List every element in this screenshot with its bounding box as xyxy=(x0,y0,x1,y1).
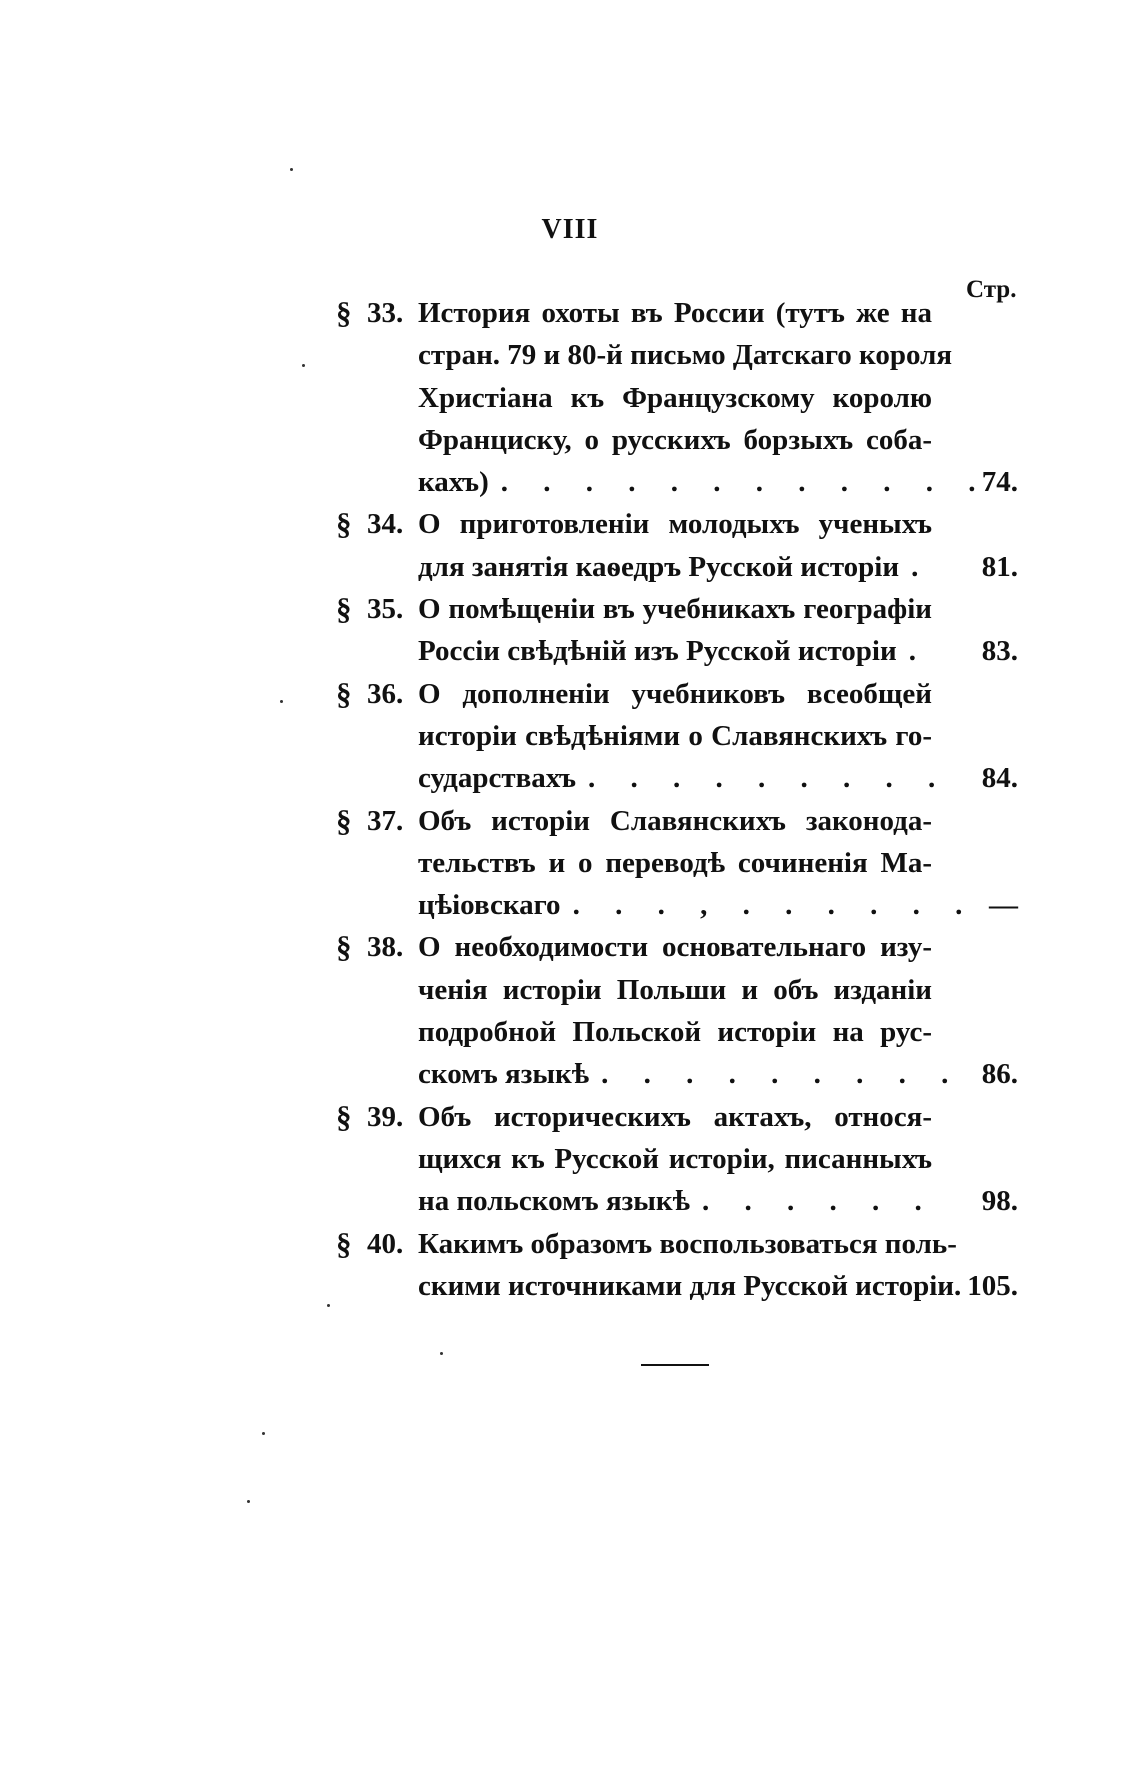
entry-title-line: стран. 79 и 80-й письмо Датскаго короля xyxy=(418,339,953,372)
entry-title-line: цѣіовскаго xyxy=(418,889,561,922)
entry-title-line: на польскомъ языкѣ xyxy=(418,1185,691,1218)
entry-title-line: подробной Польской исторіи на рус- xyxy=(418,1016,932,1049)
scan-speck xyxy=(247,1500,250,1503)
scan-speck xyxy=(327,1304,330,1307)
dot-leaders: . . . . . . . . . xyxy=(588,762,950,795)
scan-speck xyxy=(440,1352,443,1355)
scan-speck xyxy=(280,700,283,703)
section-sign: § xyxy=(336,802,352,838)
entry-page: 105. xyxy=(967,1269,1018,1302)
section-sign: § xyxy=(336,591,352,627)
section-number: 35. xyxy=(367,593,404,626)
section-number: 37. xyxy=(367,804,404,837)
section-number: 33. xyxy=(367,297,404,329)
entry-title-line: Россіи свѣдѣній изъ Русской исторіи xyxy=(418,635,897,668)
entry-title-line: тельствъ и о переводѣ сочиненія Ма- xyxy=(418,846,932,879)
entry-title-line: скими источниками для Русской исторіи. xyxy=(418,1269,962,1302)
entry-page: — xyxy=(989,889,1018,922)
scan-speck xyxy=(262,1432,265,1435)
entry-title-line: для занятія каѳедръ Русской исторіи xyxy=(418,550,900,583)
section-number: 38. xyxy=(367,931,404,964)
entry-page: 81. xyxy=(981,550,1018,583)
entry-page: 83. xyxy=(981,635,1018,668)
entry-page: 84. xyxy=(981,762,1018,795)
toc-entry xyxy=(336,1223,1018,1308)
toc-entry xyxy=(336,503,1018,588)
section-sign: § xyxy=(336,1225,352,1261)
section-sign: § xyxy=(336,1098,352,1134)
dot-leaders: . xyxy=(911,550,933,583)
entry-title-line: Какимъ образомъ воспользоваться поль- xyxy=(418,1227,957,1260)
section-sign: § xyxy=(336,675,352,711)
toc-entry xyxy=(336,800,1018,927)
dot-leaders: . . . , . . . . . . xyxy=(572,889,977,922)
page-number: VIII xyxy=(541,214,599,245)
toc-entry xyxy=(336,926,1018,1095)
section-sign: § xyxy=(336,929,352,965)
dot-leaders: . . . . . . . . . xyxy=(601,1058,963,1091)
entry-title-line: Христіана къ Французскому королю xyxy=(418,381,932,414)
entry-title-line: О помѣщеніи въ учебникахъ географіи xyxy=(418,593,932,626)
toc-entry xyxy=(336,588,1018,673)
entry-title-line: О дополненіи учебниковъ всеобщей xyxy=(418,677,932,710)
entry-title-line: О приготовленіи молодыхъ ученыхъ xyxy=(418,508,932,541)
entry-title-line: кахъ) xyxy=(418,466,489,499)
section-number: 36. xyxy=(367,677,404,710)
entry-title-line: скомъ языкѣ xyxy=(418,1058,590,1091)
section-number: 40. xyxy=(367,1227,404,1260)
section-sign: § xyxy=(336,295,352,330)
entry-title-line: ченія исторіи Польши и объ изданіи xyxy=(418,973,932,1006)
toc-entry xyxy=(336,673,1018,800)
entry-page: 98. xyxy=(981,1185,1018,1218)
scan-speck xyxy=(302,364,305,367)
table-of-contents xyxy=(336,292,1018,1307)
entry-title-line: Объ исторіи Славянскихъ законода- xyxy=(418,804,932,837)
entry-title-line: О необходимости основательнаго изу- xyxy=(418,931,932,964)
entry-title-line: сударствахъ xyxy=(418,762,577,795)
section-number: 39. xyxy=(367,1100,404,1133)
section-number: 34. xyxy=(367,508,404,541)
toc-entry xyxy=(336,292,1018,503)
entry-page: 86. xyxy=(981,1058,1018,1091)
entry-title-line: История охоты въ России (тутъ же на xyxy=(418,297,932,329)
entry-title-line: Франциску, о русскихъ борзыхъ соба- xyxy=(418,423,932,456)
dot-leaders: . xyxy=(908,635,930,668)
scan-speck xyxy=(290,168,293,171)
entry-title-line: щихся къ Русской исторіи, писанныхъ xyxy=(418,1142,932,1175)
toc-entry xyxy=(336,1096,1018,1223)
section-sign: § xyxy=(336,506,352,542)
entry-title-line: исторіи свѣдѣніями о Славянскихъ го- xyxy=(418,719,932,752)
page-column-header: Стр. xyxy=(966,276,1017,303)
entry-page: 74. xyxy=(981,466,1018,499)
dot-leaders: . . . . . . . . . . . . xyxy=(500,466,990,499)
closing-rule xyxy=(641,1364,709,1366)
dot-leaders: . . . . . . xyxy=(702,1185,936,1218)
entry-title-line: Объ историческихъ актахъ, относя- xyxy=(418,1100,932,1133)
